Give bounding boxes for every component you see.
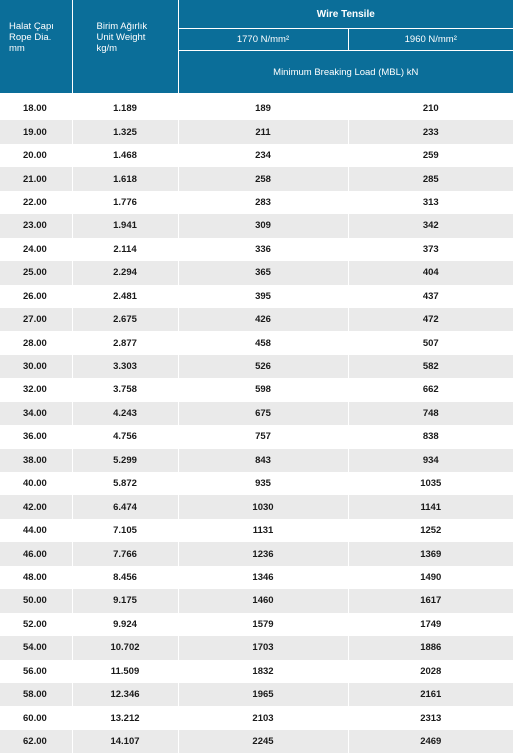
cell-mbl-1960: 259: [348, 144, 513, 167]
cell-mbl-1960: 472: [348, 308, 513, 331]
cell-rope-diameter: 40.00: [0, 472, 72, 495]
cell-rope-diameter: 23.00: [0, 214, 72, 237]
cell-unit-weight: 1.618: [72, 167, 178, 190]
cell-unit-weight: 12.346: [72, 683, 178, 706]
cell-mbl-1770: 309: [178, 214, 348, 237]
cell-unit-weight: 5.299: [72, 449, 178, 472]
header-rope-diameter-line: Rope Dia.: [9, 32, 52, 43]
cell-mbl-1770: 1346: [178, 566, 348, 589]
cell-rope-diameter: 52.00: [0, 613, 72, 636]
cell-mbl-1960: 1490: [348, 566, 513, 589]
table-row: [0, 402, 513, 425]
table-row: [0, 495, 513, 518]
cell-mbl-1770: 234: [178, 144, 348, 167]
table-body: [0, 97, 513, 753]
cell-mbl-1960: 1886: [348, 636, 513, 659]
table-row: [0, 238, 513, 261]
cell-mbl-1770: 675: [178, 402, 348, 425]
cell-unit-weight: 1.189: [72, 97, 178, 120]
cell-mbl-1960: 748: [348, 402, 513, 425]
cell-unit-weight: 1.941: [72, 214, 178, 237]
header-wire-tensile: Wire Tensile: [178, 0, 513, 29]
cell-mbl-1770: 258: [178, 167, 348, 190]
table-row: [0, 191, 513, 214]
cell-mbl-1960: 1749: [348, 613, 513, 636]
cell-mbl-1960: 233: [348, 120, 513, 143]
cell-mbl-1960: 2469: [348, 730, 513, 753]
cell-unit-weight: 2.114: [72, 238, 178, 261]
cell-unit-weight: 5.872: [72, 472, 178, 495]
cell-mbl-1960: 582: [348, 355, 513, 378]
cell-mbl-1960: 404: [348, 261, 513, 284]
table-row: [0, 167, 513, 190]
table-row: [0, 683, 513, 706]
cell-rope-diameter: 22.00: [0, 191, 72, 214]
cell-mbl-1960: 1617: [348, 589, 513, 612]
cell-rope-diameter: 20.00: [0, 144, 72, 167]
cell-rope-diameter: 56.00: [0, 660, 72, 683]
cell-mbl-1770: 365: [178, 261, 348, 284]
cell-mbl-1770: 843: [178, 449, 348, 472]
cell-rope-diameter: 26.00: [0, 285, 72, 308]
cell-rope-diameter: 54.00: [0, 636, 72, 659]
cell-rope-diameter: 30.00: [0, 355, 72, 378]
cell-unit-weight: 3.303: [72, 355, 178, 378]
cell-unit-weight: 10.702: [72, 636, 178, 659]
table-row: [0, 308, 513, 331]
table-row: [0, 120, 513, 143]
cell-rope-diameter: 19.00: [0, 120, 72, 143]
cell-unit-weight: 2.877: [72, 331, 178, 354]
cell-mbl-1960: 662: [348, 378, 513, 401]
cell-rope-diameter: 44.00: [0, 519, 72, 542]
cell-rope-diameter: 58.00: [0, 683, 72, 706]
cell-mbl-1770: 336: [178, 238, 348, 261]
cell-mbl-1770: 189: [178, 97, 348, 120]
table-row: [0, 331, 513, 354]
table-row: [0, 613, 513, 636]
cell-rope-diameter: 27.00: [0, 308, 72, 331]
table-row: [0, 144, 513, 167]
table-row: [0, 730, 513, 753]
cell-mbl-1960: 437: [348, 285, 513, 308]
cell-unit-weight: 7.105: [72, 519, 178, 542]
header-rope-diameter: [0, 0, 72, 93]
table-row: [0, 636, 513, 659]
table-row: [0, 97, 513, 120]
header-unit-weight-line: kg/m: [96, 43, 118, 54]
cell-mbl-1960: 2161: [348, 683, 513, 706]
table-row: [0, 449, 513, 472]
cell-mbl-1960: 210: [348, 97, 513, 120]
header-rope-diameter-line: mm: [9, 43, 25, 54]
cell-unit-weight: 9.924: [72, 613, 178, 636]
cell-rope-diameter: 48.00: [0, 566, 72, 589]
cell-unit-weight: 4.243: [72, 402, 178, 425]
cell-mbl-1960: 285: [348, 167, 513, 190]
table-row: [0, 355, 513, 378]
header-tensile-1960: 1960 N/mm²: [348, 29, 513, 51]
cell-rope-diameter: 46.00: [0, 542, 72, 565]
cell-unit-weight: 1.325: [72, 120, 178, 143]
cell-mbl-1960: 313: [348, 191, 513, 214]
header-rope-diameter-line: Halat Çapı: [9, 21, 54, 32]
cell-unit-weight: 3.758: [72, 378, 178, 401]
cell-rope-diameter: 34.00: [0, 402, 72, 425]
cell-mbl-1770: 1965: [178, 683, 348, 706]
cell-rope-diameter: 42.00: [0, 495, 72, 518]
cell-mbl-1960: 1141: [348, 495, 513, 518]
cell-mbl-1770: 526: [178, 355, 348, 378]
cell-unit-weight: 4.756: [72, 425, 178, 448]
cell-mbl-1770: 1703: [178, 636, 348, 659]
cell-mbl-1770: 1832: [178, 660, 348, 683]
cell-rope-diameter: 32.00: [0, 378, 72, 401]
cell-rope-diameter: 18.00: [0, 97, 72, 120]
table-row: [0, 660, 513, 683]
cell-mbl-1960: 1369: [348, 542, 513, 565]
cell-rope-diameter: 62.00: [0, 730, 72, 753]
cell-unit-weight: 7.766: [72, 542, 178, 565]
cell-unit-weight: 8.456: [72, 566, 178, 589]
table-row: [0, 285, 513, 308]
cell-mbl-1770: 211: [178, 120, 348, 143]
cell-unit-weight: 9.175: [72, 589, 178, 612]
table-row: [0, 542, 513, 565]
cell-unit-weight: 6.474: [72, 495, 178, 518]
cell-mbl-1770: 426: [178, 308, 348, 331]
cell-unit-weight: 1.468: [72, 144, 178, 167]
table-row: [0, 472, 513, 495]
table-row: [0, 519, 513, 542]
cell-mbl-1770: 458: [178, 331, 348, 354]
table-row: [0, 425, 513, 448]
cell-mbl-1960: 373: [348, 238, 513, 261]
cell-mbl-1960: 1035: [348, 472, 513, 495]
cell-mbl-1770: 2245: [178, 730, 348, 753]
cell-rope-diameter: 28.00: [0, 331, 72, 354]
table-row: [0, 706, 513, 729]
cell-mbl-1770: 2103: [178, 706, 348, 729]
cell-unit-weight: 11.509: [72, 660, 178, 683]
cell-unit-weight: 13.212: [72, 706, 178, 729]
cell-mbl-1770: 1131: [178, 519, 348, 542]
cell-mbl-1960: 2028: [348, 660, 513, 683]
cell-mbl-1770: 395: [178, 285, 348, 308]
cell-mbl-1770: 1236: [178, 542, 348, 565]
cell-rope-diameter: 25.00: [0, 261, 72, 284]
cell-mbl-1770: 757: [178, 425, 348, 448]
cell-mbl-1960: 342: [348, 214, 513, 237]
table-row: [0, 378, 513, 401]
table-row: [0, 566, 513, 589]
header-unit-weight-line: Birim Ağırlık: [96, 21, 148, 32]
cell-rope-diameter: 36.00: [0, 425, 72, 448]
cell-rope-diameter: 21.00: [0, 167, 72, 190]
cell-mbl-1770: 1030: [178, 495, 348, 518]
table-row: [0, 214, 513, 237]
table-row: [0, 589, 513, 612]
table-row: [0, 261, 513, 284]
cell-mbl-1960: 2313: [348, 706, 513, 729]
cell-mbl-1770: 283: [178, 191, 348, 214]
cell-rope-diameter: 24.00: [0, 238, 72, 261]
header-tensile-1770: 1770 N/mm²: [178, 29, 348, 51]
cell-mbl-1960: 934: [348, 449, 513, 472]
cell-mbl-1770: 1460: [178, 589, 348, 612]
cell-mbl-1770: 935: [178, 472, 348, 495]
cell-mbl-1960: 838: [348, 425, 513, 448]
cell-unit-weight: 2.294: [72, 261, 178, 284]
cell-rope-diameter: 60.00: [0, 706, 72, 729]
header-mbl: Minimum Breaking Load (MBL) kN: [178, 51, 513, 94]
table-header: [0, 0, 513, 97]
cell-unit-weight: 14.107: [72, 730, 178, 753]
cell-mbl-1770: 598: [178, 378, 348, 401]
cell-rope-diameter: 50.00: [0, 589, 72, 612]
cell-rope-diameter: 38.00: [0, 449, 72, 472]
cell-unit-weight: 2.675: [72, 308, 178, 331]
cell-mbl-1770: 1579: [178, 613, 348, 636]
cell-mbl-1960: 1252: [348, 519, 513, 542]
cell-unit-weight: 2.481: [72, 285, 178, 308]
header-unit-weight: [72, 0, 178, 93]
header-unit-weight-line: Unit Weight: [96, 32, 146, 43]
cell-unit-weight: 1.776: [72, 191, 178, 214]
cell-mbl-1960: 507: [348, 331, 513, 354]
